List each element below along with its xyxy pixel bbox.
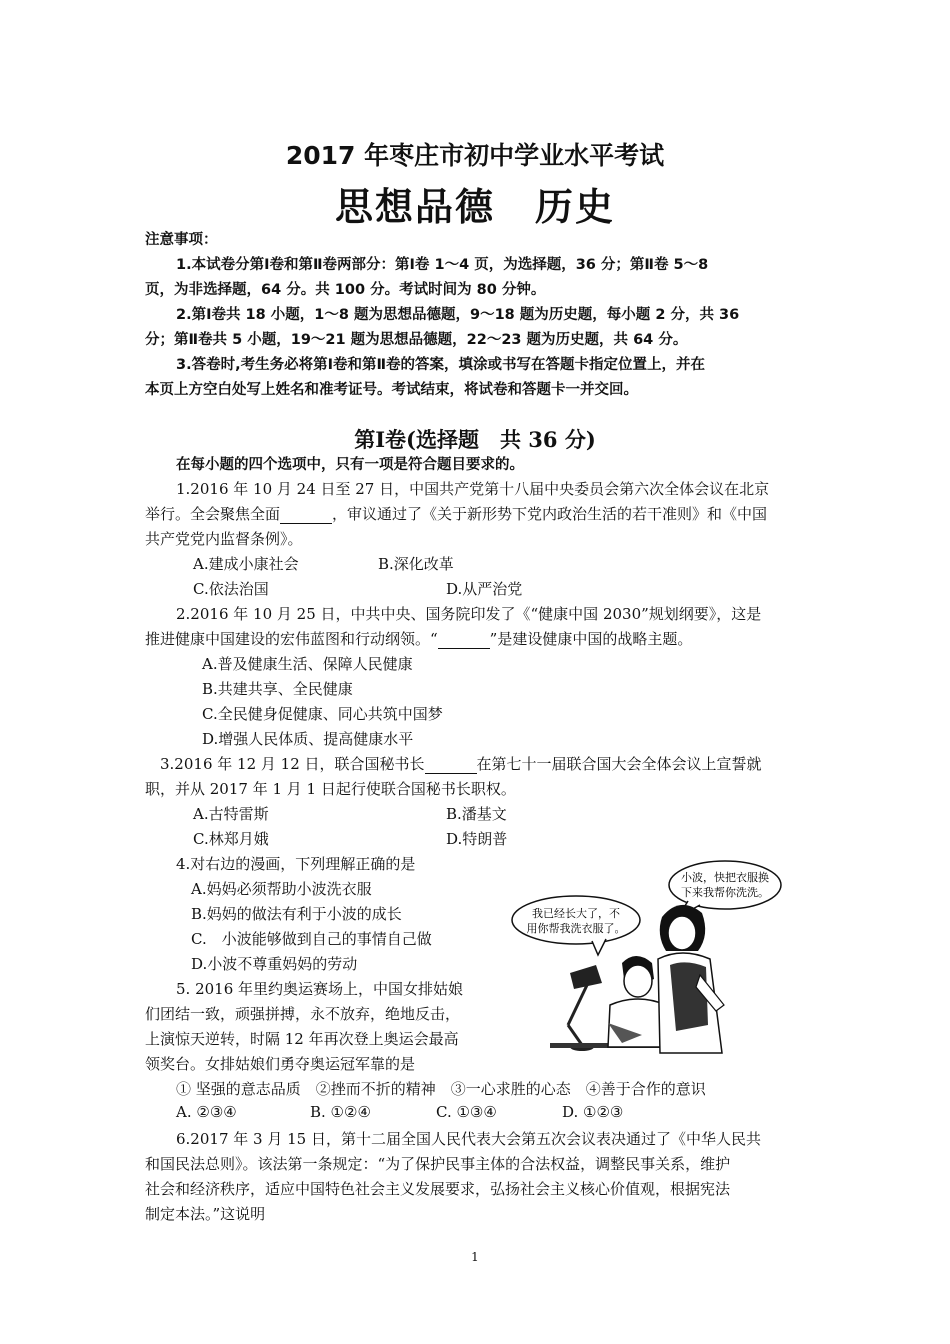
q1-line2: 举行。全会聚焦全面 ，审议通过了《关于新形势下党内政治生活的若干准则》和《中国 [145,505,768,523]
notice-item3-line1: 3.答卷时,考生务必将第Ⅰ卷和第Ⅱ卷的答案，填涂或书写在答题卡指定位置上，并在 [176,357,706,373]
notice-item3-line2: 本页上方空白处写上姓名和准考证号。考试结束，将试卷和答题卡一并交回。 [145,382,638,398]
q5-option-c: C. ①③④ [436,1103,497,1121]
page-number: 1 [471,1250,479,1264]
q1-option-a: A.建成小康社会 [193,555,299,573]
q3-option-d: D.特朗普 [446,830,508,848]
exam-title: 2017 年枣庄市初中学业水平考试 [285,141,665,170]
mother-speech-bubble [669,861,781,909]
q6-line1: 6.2017 年 3 月 15 日，第十二届全国人民代表大会第五次会议表决通过了《中华人民共 [176,1130,761,1148]
q4-option-c: C. 小波能够做到自己的事情自己做 [191,930,432,948]
q4-stem: 4.对右边的漫画，下列理解正确的是 [176,855,416,873]
q2-line1: 2.2016 年 10 月 25 日，中共中央、国务院印发了《“健康中国 2030”规划纲要》，这是 [176,605,762,623]
son-speech-bubble [512,896,640,944]
q6-line2: 和国民法总则》。该法第一条规定：“为了保护民事主体的合法权益，调整民事关系，维护 [145,1155,731,1173]
q6-line3: 社会和经济秩序，适应中国特色社会主义发展要求，弘扬社会主义核心价值观，根据宪法 [145,1180,731,1198]
section1-instruction: 在每小题的四个选项中，只有一项是符合题目要求的。 [176,457,524,473]
mother-speech-1: 小波，快把衣服换 [681,871,769,884]
notice-item1-line1: 1.本试卷分第Ⅰ卷和第Ⅱ卷两部分：第Ⅰ卷 1～4 页，为选择题，36 分；第Ⅱ卷 5～8 [176,257,709,273]
q4-option-d: D.小波不尊重妈妈的劳动 [191,955,358,973]
q5-line3: 上演惊天逆转，时隔 12 年再次登上奥运会最高 [145,1030,459,1048]
q4-option-a: A.妈妈必须帮助小波洗衣服 [191,880,372,898]
q3-option-a: A.古特雷斯 [193,805,269,823]
section1-title: 第Ⅰ卷(选择题 共 36 分) [354,427,596,452]
q5-option-d: D. ①②③ [562,1103,624,1121]
q4-option-b: B.妈妈的做法有利于小波的成长 [191,905,402,923]
son-bubble-tail [592,939,606,955]
q1-option-b: B.深化改革 [378,555,454,573]
q3-line2: 职，并从 2017 年 1 月 1 日起行使联合国秘书长职权。 [145,780,516,798]
q2-option-c: C.全民健身促健康、同心共筑中国梦 [202,705,443,723]
q1-blank [280,505,332,524]
q2-blank [438,630,490,649]
q1-line1: 1.2016 年 10 月 24 日至 27 日，中国共产党第十八届中央委员会第六次全体会议在北京 [176,480,770,498]
q1-option-c: C.依法治国 [193,580,269,598]
cartoon-drawing [510,855,782,1055]
notice-item2-line2: 分；第Ⅱ卷共 5 小题，19～21 题为思想品德题，22～23 题为历史题，共 64 分。 [145,332,688,348]
q5-line1: 5. 2016 年里约奥运赛场上，中国女排姑娘 [176,980,464,998]
q5-line2: 们团结一致，顽强拼搏，永不放弃，绝地反击， [145,1005,461,1023]
q1-option-d: D.从严治党 [446,580,523,598]
desk-lamp [568,965,602,1051]
son-speech-2: 用你帮我洗衣服了。 [526,922,626,935]
subject-title: 思想品德 历史 [334,185,615,229]
q5-items: ① 坚强的意志品质 ②挫而不折的精神 ③一心求胜的心态 ④善于合作的意识 [176,1080,706,1098]
q5-option-b: B. ①②④ [310,1103,371,1121]
son-speech-1: 我已经长大了，不 [532,907,620,920]
notice-heading: 注意事项： [145,232,218,248]
mother-figure [658,905,724,1053]
q3-option-c: C.林郑月娥 [193,830,269,848]
q3-line1: 3.2016 年 12 月 12 日，联合国秘书长 在第七十一届联合国大会全体会议上宣誓就 [160,755,762,773]
q5-line4: 领奖台。女排姑娘们勇夺奥运冠军靠的是 [145,1055,416,1073]
q2-option-b: B.共建共享、全民健康 [202,680,353,698]
notice-item2-line1: 2.第Ⅰ卷共 18 小题，1～8 题为思想品德题，9～18 题为历史题，每小题 2 分，共 36 [176,307,740,323]
notice-item1-line2: 页，为非选择题，64 分。共 100 分。考试时间为 80 分钟。 [145,282,546,298]
mother-speech-2: 下来我帮你洗洗。 [681,886,769,899]
q2-option-a: A.普及健康生活、保障人民健康 [202,655,413,673]
q6-line4: 制定本法。”这说明 [145,1205,266,1223]
cartoon-illustration [510,855,782,1055]
q5-option-a: A. ②③④ [176,1103,237,1121]
q3-option-b: B.潘基文 [446,805,507,823]
q2-option-d: D.增强人民体质、提高健康水平 [202,730,414,748]
q3-blank [425,755,477,774]
q2-line2: 推进健康中国建设的宏伟蓝图和行动纲领。“ ”是建设健康中国的战略主题。 [145,630,693,648]
q1-line3: 共产党党内监督条例》。 [145,530,303,548]
